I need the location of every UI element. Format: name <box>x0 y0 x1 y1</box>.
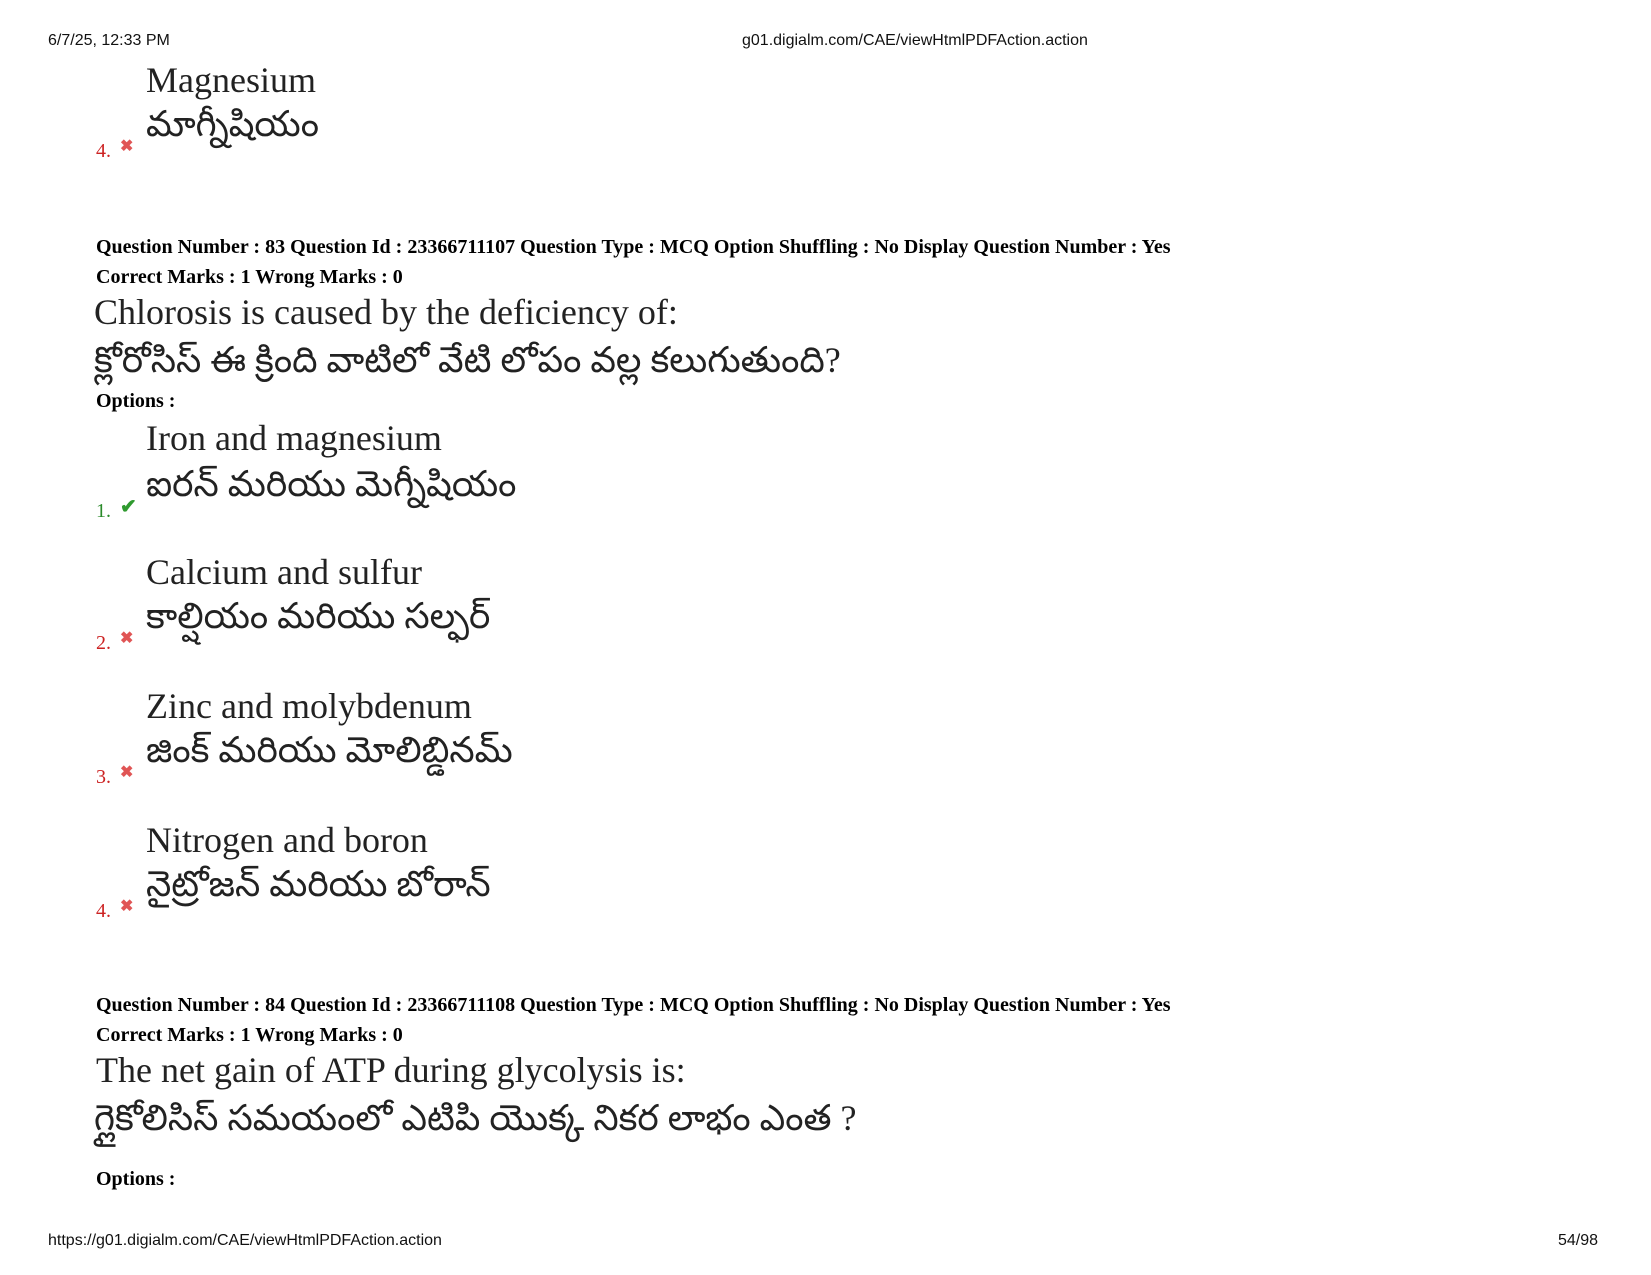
wrong-icon: ✖ <box>120 138 134 155</box>
page-number: 54/98 <box>1558 1232 1599 1249</box>
option-text-te: కాల్షియం మరియు సల్ఫర్ <box>146 596 491 636</box>
print-header-url: g01.digialm.com/CAE/viewHtmlPDFAction.action <box>742 32 1088 49</box>
option-text-en: Nitrogen and boron <box>146 820 428 860</box>
wrong-icon: ✖ <box>120 630 134 647</box>
option-text-te: జింక్ మరియు మోలిబ్డినమ్ <box>146 730 513 770</box>
wrong-icon: ✖ <box>120 898 134 915</box>
option-text-en: Zinc and molybdenum <box>146 686 472 726</box>
marks-meta: Correct Marks : 1 Wrong Marks : 0 <box>96 266 403 288</box>
print-datetime: 6/7/25, 12:33 PM <box>48 32 170 49</box>
question-text-te: గ్లైకోలిసిస్ సమయంలో ఎటిపి యొక్క నికర లాభం ఎంత ? <box>94 1098 857 1138</box>
option-number: 2. <box>96 632 111 654</box>
option-number: 4. <box>96 900 111 922</box>
options-label: Options : <box>96 1168 176 1190</box>
option-number: 3. <box>96 766 111 788</box>
correct-check-icon: ✔ <box>120 496 137 518</box>
marks-meta: Correct Marks : 1 Wrong Marks : 0 <box>96 1024 403 1046</box>
question-text-en: Chlorosis is caused by the deficiency of: <box>94 292 678 332</box>
question-meta: Question Number : 84 Question Id : 23366711108 Question Type : MCQ Option Shuffling : No Display Question Number : Yes <box>96 994 1171 1016</box>
option-text-te: నైట్రోజన్ మరియు బోరాన్ <box>146 864 491 904</box>
question-text-en: The net gain of ATP during glycolysis is: <box>96 1050 686 1090</box>
option-text-te: మాగ్నీషియం <box>146 104 319 144</box>
option-text-en: Iron and magnesium <box>146 418 442 458</box>
options-label: Options : <box>96 390 176 412</box>
question-meta: Question Number : 83 Question Id : 23366711107 Question Type : MCQ Option Shuffling : No Display Question Number : Yes <box>96 236 1171 258</box>
wrong-icon: ✖ <box>120 764 134 781</box>
option-number: 1. <box>96 500 111 522</box>
option-text-en: Magnesium <box>146 60 316 100</box>
option-text-en: Calcium and sulfur <box>146 552 422 592</box>
option-number: 4. <box>96 140 111 162</box>
question-text-te: క్లోరోసిస్ ఈ క్రింది వాటిలో వేటి లోపం వల్ల కలుగుతుంది? <box>94 340 841 380</box>
print-footer-url: https://g01.digialm.com/CAE/viewHtmlPDFAction.action <box>48 1232 442 1249</box>
option-text-te: ఐరన్ మరియు మెగ్నీషియం <box>146 464 517 504</box>
